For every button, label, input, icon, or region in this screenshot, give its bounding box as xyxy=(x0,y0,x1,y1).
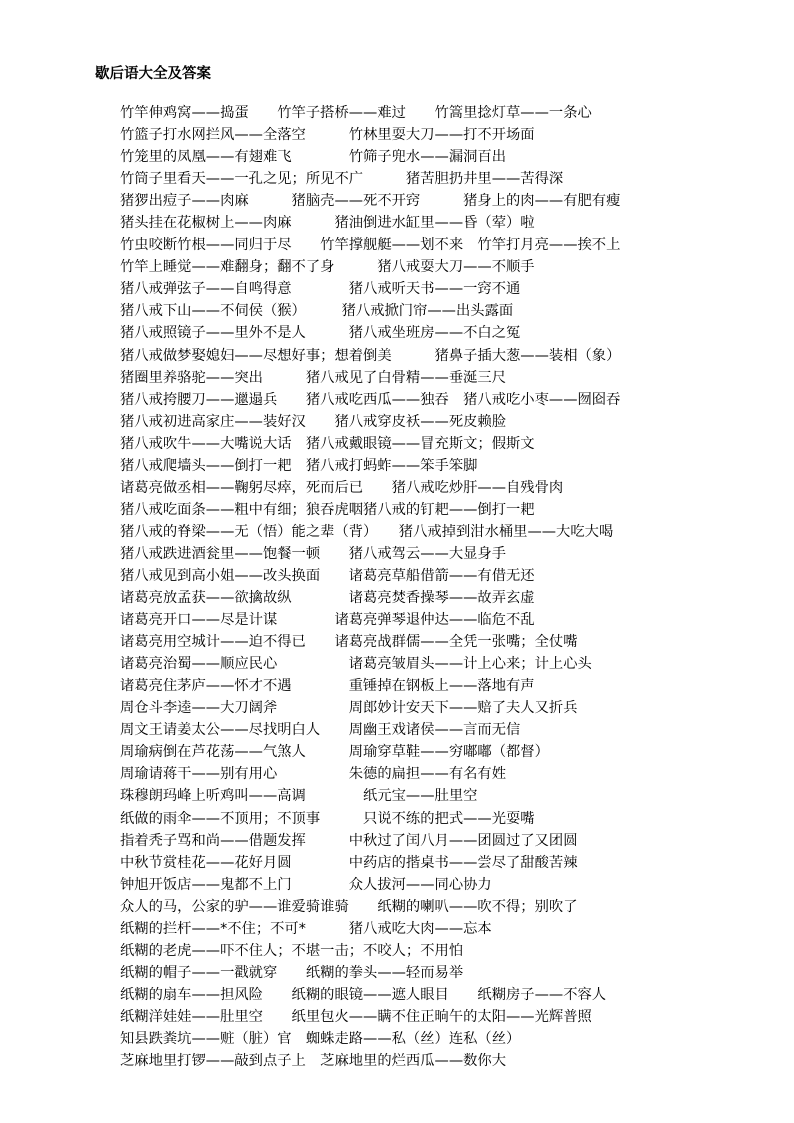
proverb-list xyxy=(120,102,780,1072)
proverb-line: 竹筒子里看天——一孔之见；所见不广 猪苦胆扔井里——苦得深 xyxy=(120,171,564,188)
proverb-line: 竹竿上睡觉——难翻身；翻不了身 猪八戒耍大刀——不顺手 xyxy=(120,259,535,276)
document-title: 歇后语大全及答案 xyxy=(95,66,211,82)
proverb-line: 猪八戒做梦娶媳妇——尽想好事；想着倒美 猪鼻子插大葱——装相（象） xyxy=(120,347,621,364)
proverb-line: 纸糊的拦杆——*不住；不可* 猪八戒吃大肉——忘本 xyxy=(120,920,492,937)
proverb-line: 竹竿伸鸡窝——捣蛋 竹竿子搭桥——难过 竹篙里捻灯草——一条心 xyxy=(120,105,592,121)
proverb-line: 钟旭开饭店——鬼都不上门 众人拔河——同心协力 xyxy=(120,876,492,893)
proverb-line: 猪八戒照镜子——里外不是人 猪八戒坐班房——不白之冤 xyxy=(120,325,521,342)
proverb-line: 猪八戒下山——不伺侯（猴） 猪八戒掀门帘——出头露面 xyxy=(120,303,514,320)
proverb-line: 诸葛亮治蜀——顺应民心 诸葛亮皱眉头——计上心来；计上心头 xyxy=(120,656,592,673)
proverb-line: 猪猡出痘子——肉麻 猪脑壳——死不开窍 猪身上的肉——有肥有瘦 xyxy=(120,193,621,210)
proverb-line: 诸葛亮住茅庐——怀才不遇 重锤掉在钢板上——落地有声 xyxy=(120,678,535,695)
proverb-line: 诸葛亮做丞相——鞠躬尽瘁，死而后已 猪八戒吃炒肝——自残骨肉 xyxy=(120,479,564,496)
proverb-line: 纸糊的扇车——担风险 纸糊的眼镜——遮人眼目 纸糊房子——不容人 xyxy=(120,986,607,1003)
proverb-line: 竹笼里的凤凰——有翅难飞 竹筛子兜水——漏洞百出 xyxy=(120,149,507,166)
proverb-line: 竹篮子打水网拦风——全落空 竹林里耍大刀——打不开场面 xyxy=(120,127,535,144)
proverb-line: 纸糊洋娃娃——肚里空 纸里包火——瞒不住正晌午的太阳——光辉普照 xyxy=(120,1008,592,1025)
proverb-line: 中秋节赏桂花——花好月圆 中药店的揩桌书——尝尽了甜酸苦辣 xyxy=(120,854,578,871)
proverb-line: 猪头挂在花椒树上——肉麻 猪油倒进水缸里——昏（荤）啦 xyxy=(120,215,535,232)
proverb-line: 诸葛亮用空城计——迫不得已 诸葛亮战群儒——全凭一张嘴；全仗嘴 xyxy=(120,634,578,651)
proverb-line: 猪八戒弹弦子——自鸣得意 猪八戒听天书——一窍不通 xyxy=(120,281,521,298)
proverb-line: 诸葛亮开口——尽是计谋 诸葛亮弹琴退仲达——临危不乱 xyxy=(120,612,535,629)
proverb-line: 周瑜病倒在芦花荡——气煞人 周瑜穿草鞋——穷嘟嘟（都督） xyxy=(120,744,549,761)
proverb-line: 周瑜请蒋干——别有用心 朱德的扁担——有名有姓 xyxy=(120,766,507,783)
proverb-line: 周文王请姜太公——尽找明白人 周幽王戏诸侯——言而无信 xyxy=(120,722,521,739)
proverb-line: 指着秃子骂和尚——借题发挥 中秋过了闰八月——团圆过了又团圆 xyxy=(120,832,578,849)
proverb-line: 猪八戒吹牛——大嘴说大话 猪八戒戴眼镜——冒充斯文；假斯文 xyxy=(120,435,535,452)
proverb-line: 周仓斗李逵——大刀阔斧 周郎妙计安天下——赔了夫人又折兵 xyxy=(120,700,578,717)
proverb-line: 猪八戒跌进酒瓮里——饱餐一顿 猪八戒驾云——大显身手 xyxy=(120,545,507,562)
proverb-line: 纸糊的老虎——吓不住人；不堪一击；不咬人；不用怕 xyxy=(120,942,464,959)
proverb-line: 诸葛亮放孟获——欲擒故纵 诸葛亮焚香操琴——故弄玄虚 xyxy=(120,590,535,607)
proverb-line: 众人的马，公家的驴——谁爱骑谁骑 纸糊的喇叭——吹不得；别吹了 xyxy=(120,898,578,915)
proverb-line: 猪八戒的脊梁——无（悟）能之辈（背） 猪八戒掉到泔水桶里——大吃大喝 xyxy=(120,523,614,540)
proverb-line: 猪八戒见到高小姐——改头换面 诸葛亮草船借箭——有借无还 xyxy=(120,567,535,584)
proverb-line: 猪圈里养骆驼——突出 猪八戒见了白骨精——垂涎三尺 xyxy=(120,369,507,386)
proverb-line: 猪八戒初进高家庄——装好汉 猪八戒穿皮袄——死皮赖脸 xyxy=(120,413,507,430)
proverb-line: 纸糊的帽子——一戳就穿 纸糊的拳头——轻而易举 xyxy=(120,964,464,981)
proverb-line: 猪八戒爬墙头——倒打一耙 猪八戒打蚂蚱——笨手笨脚 xyxy=(120,457,478,474)
proverb-line: 芝麻地里打锣——敲到点子上 芝麻地里的烂西瓜——数你大 xyxy=(120,1053,507,1070)
proverb-line: 纸做的雨伞——不顶用；不顶事 只说不练的把式——光耍嘴 xyxy=(120,810,535,827)
proverb-line: 猪八戒挎腰刀——邋遢兵 猪八戒吃西瓜——独吞 猪八戒吃小枣——囫囵吞 xyxy=(120,391,621,408)
proverb-line: 知县跌粪坑——赃（脏）官 蜘蛛走路——私（丝）连私（丝） xyxy=(120,1030,521,1047)
proverb-line: 竹虫咬断竹根——同归于尽 竹竿撑舰艇——划不来 竹竿打月亮——挨不上 xyxy=(120,237,621,254)
proverb-line: 珠穆朗玛峰上听鸡叫——高调 纸元宝——肚里空 xyxy=(120,788,478,805)
proverb-line: 猪八戒吃面条——粗中有细；狼吞虎咽猪八戒的钉耙——倒打一耙 xyxy=(120,501,535,518)
